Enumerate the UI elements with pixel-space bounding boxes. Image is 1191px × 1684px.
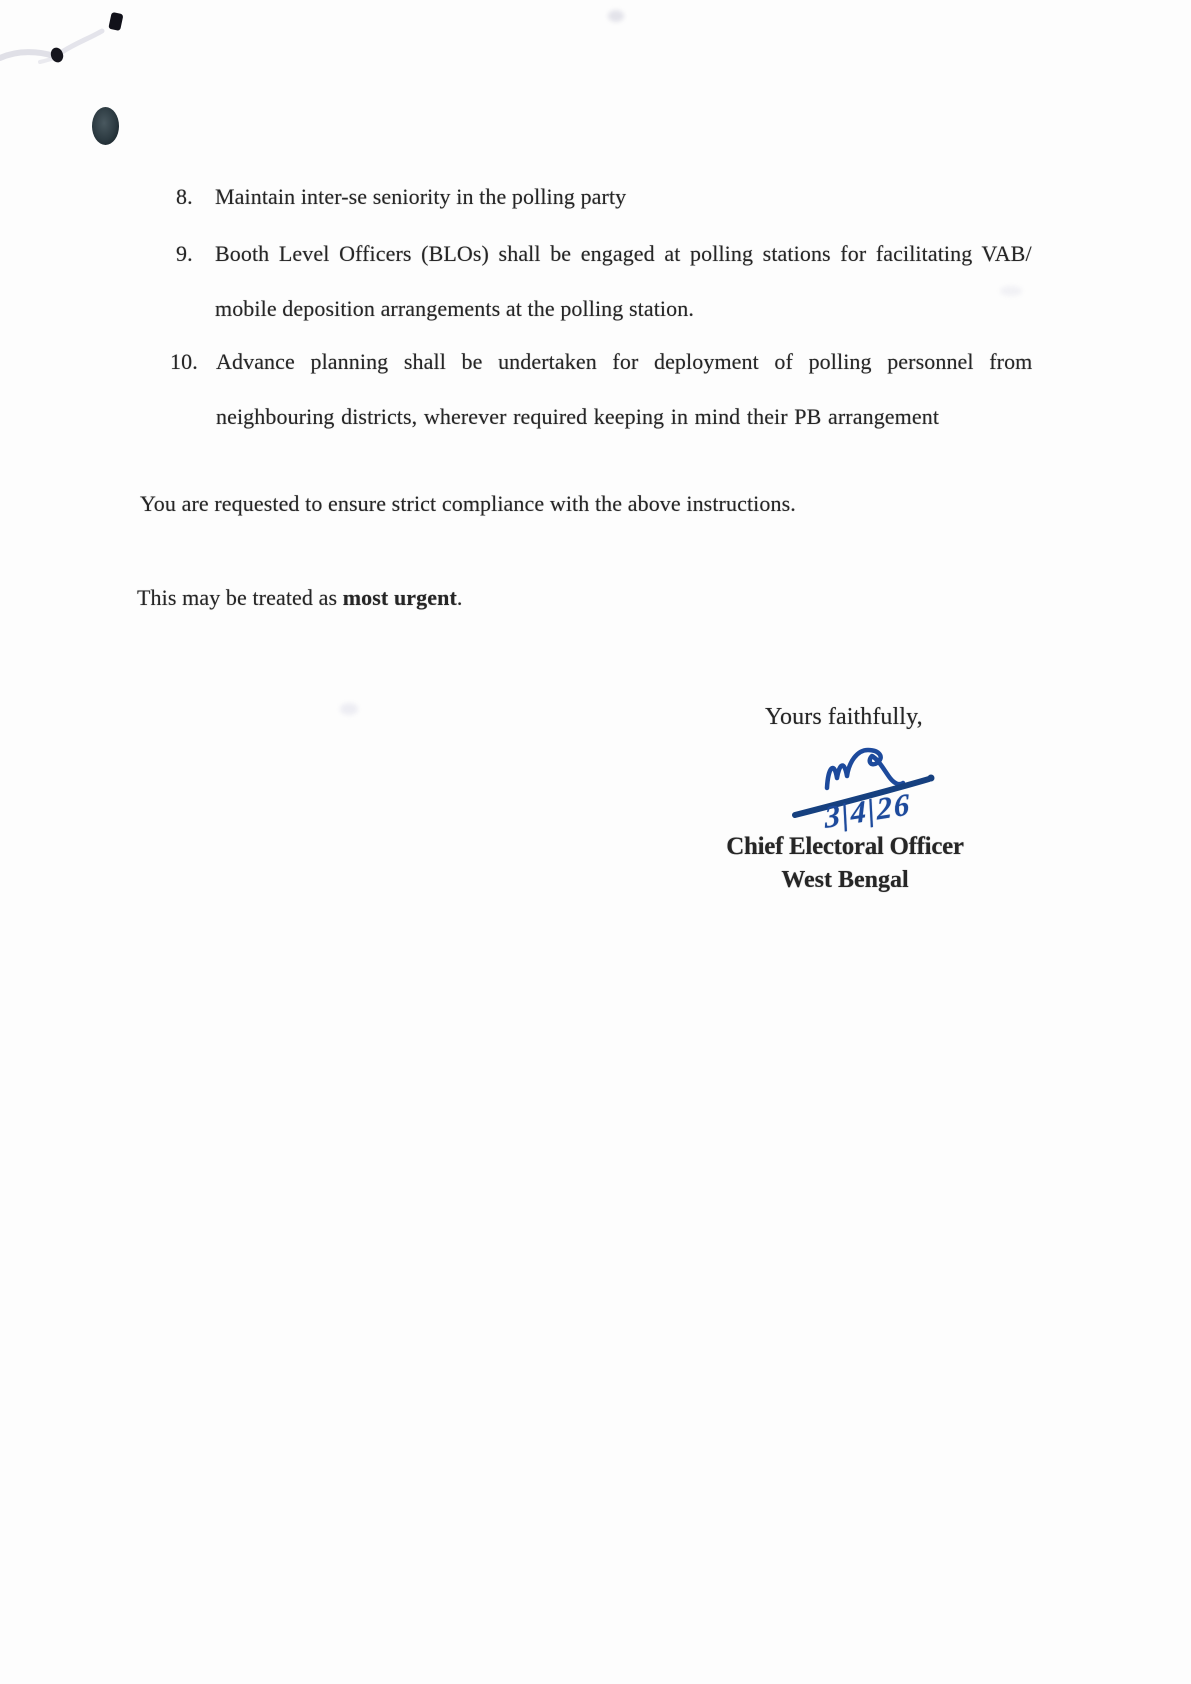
signatory-region: West Bengal	[781, 867, 909, 893]
list-item-9-text-line2: mobile deposition arrangements at the polling station.	[215, 296, 694, 321]
corner-scan-marks	[0, 0, 230, 110]
list-item-9-number: 9.	[176, 241, 193, 266]
signatory-title: Chief Electoral Officer	[726, 833, 964, 860]
compliance-paragraph: You are requested to ensure strict compliance with the above instructions.	[140, 491, 796, 516]
urgent-paragraph-prefix: This may be treated as	[137, 585, 343, 610]
list-item-10-number: 10.	[170, 349, 198, 374]
ink-mark-icon	[108, 12, 123, 31]
list-item-10-text-line1: Advance planning shall be undertaken for deployment of polling personnel from	[216, 349, 1033, 374]
urgent-paragraph	[137, 584, 462, 612]
pencil-streak	[0, 52, 54, 58]
scan-smudge	[608, 10, 624, 22]
list-item-9-text-line1: Booth Level Officers (BLOs) shall be engaged at polling stations for facilitating VAB/	[215, 241, 1032, 266]
signature-stroke	[827, 750, 903, 788]
signatory-block	[700, 832, 990, 894]
scan-smudge	[1000, 286, 1022, 296]
list-item-8-number: 8.	[176, 184, 193, 209]
handwritten-date: 3|4|26	[823, 786, 913, 835]
scan-smudge	[340, 703, 358, 715]
pencil-streak	[62, 31, 102, 52]
list-item-10-text-line2: neighbouring districts, wherever required keeping in mind their PB arrangement	[216, 404, 940, 429]
urgent-paragraph-bold: most urgent	[342, 585, 457, 610]
urgent-paragraph-suffix: .	[456, 585, 463, 610]
list-item-8-text: Maintain inter-se seniority in the polling party	[215, 184, 627, 209]
signature-stroke-end	[928, 775, 935, 782]
valediction: Yours faithfully,	[765, 704, 923, 730]
punch-hole-icon	[92, 107, 119, 145]
